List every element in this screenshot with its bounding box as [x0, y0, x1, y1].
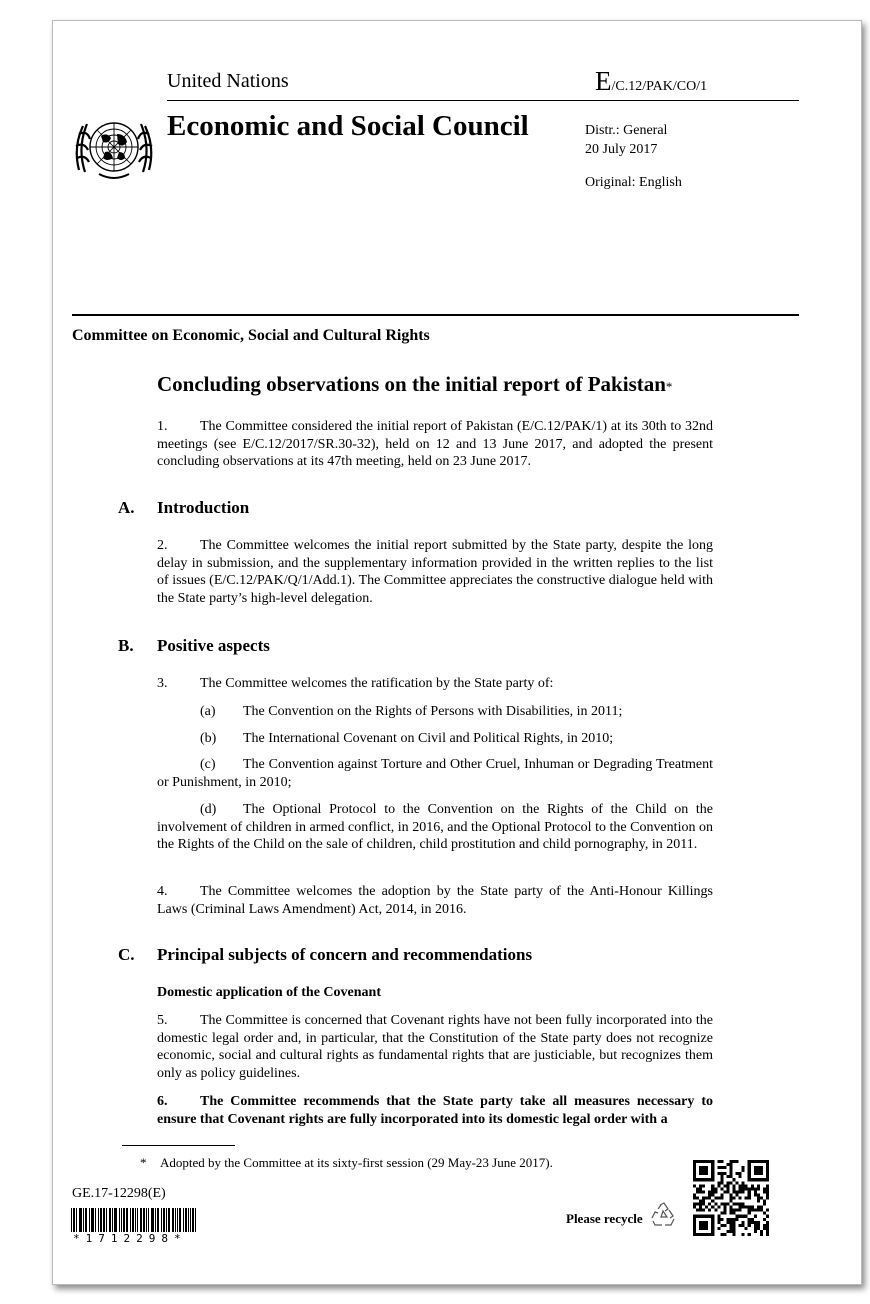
paragraph-number: 5. [157, 1013, 168, 1028]
section-title: Principal subjects of concern and recommendations [157, 945, 533, 964]
paragraph-text: The Committee welcomes the adoption by the State party of the Anti-Honour Killings Laws (Criminal Laws Amendment) Act, 2014, in 2016. [157, 884, 713, 917]
symbol-rest: /C.12/PAK/CO/1 [611, 79, 708, 94]
paragraph-text: The Committee welcomes the initial report submitted by the State party, despite the long delay in submission, and the supplementary information provided in the written replies to the list of issues (E/C.12/PAK/Q/1/Add.1). The Committee appreciates the constructive dialogue held with the State party’s high-level delegation. [157, 538, 713, 606]
paragraph-6 [157, 1093, 713, 1128]
paragraph-4 [157, 883, 713, 918]
item-text: The Convention on the Rights of Persons with Disabilities, in 2011; [243, 704, 623, 719]
distribution-info [585, 121, 667, 159]
qr-code-icon [693, 1160, 769, 1236]
footnote-mark: * [140, 1155, 147, 1170]
footnote-rule [122, 1145, 235, 1146]
header-divider [72, 314, 799, 316]
paragraph-text: The Committee recommends that the State party take all measures necessary to ensure that Covenant rights are fully incorporated into its domestic legal order with a [157, 1094, 713, 1127]
title-text: Concluding observations on the initial report of Pakistan [157, 372, 666, 396]
paragraph-text: The Committee welcomes the ratification by the State party of: [200, 676, 554, 691]
section-heading-a [118, 498, 250, 518]
item-label: (b) [200, 731, 217, 746]
item-text: The Optional Protocol to the Convention on the Rights of the Child on the involvement of children in armed conflict, in 2016, and the Optional Protocol to the Convention on the Rights of the Child on the sale of children, child prostitution and child pornography, in 2011. [157, 802, 713, 852]
section-letter: C. [118, 945, 135, 964]
title-footnote-mark: * [665, 379, 673, 394]
footnote [140, 1155, 553, 1171]
symbol-main: E [595, 66, 612, 96]
council-title: Economic and Social Council [167, 110, 529, 142]
header-rule [167, 100, 799, 101]
document-title [157, 372, 672, 397]
paragraph-number: 1. [157, 419, 168, 434]
subheading: Domestic application of the Covenant [157, 985, 381, 1000]
section-title: Introduction [157, 498, 250, 517]
paragraph-number: 2. [157, 538, 168, 553]
recycle-icon [649, 1201, 679, 1229]
barcode-number: *1712298* [73, 1232, 187, 1245]
item-label: (c) [200, 757, 216, 772]
un-emblem-icon [71, 112, 157, 182]
paragraph-text: The Committee considered the initial report of Pakistan (E/C.12/PAK/1) at its 30th to 32nd meetings (see E/C.12/2017/SR.30-32), held on 12 and 13 June 2017, and adopted the present concluding observations at its 47th meeting, held on 23 June 2017. [157, 419, 713, 469]
org-name: United Nations [167, 70, 289, 92]
distribution: Distr.: General [585, 123, 668, 138]
paragraph-number: 6. [157, 1094, 168, 1109]
item-text: The Convention against Torture and Other Cruel, Inhuman or Degrading Treatment or Punishment, in 2010; [157, 757, 713, 790]
paragraph-3 [157, 675, 713, 693]
section-heading-c [118, 945, 533, 965]
item-label: (d) [200, 802, 217, 817]
committee-name: Committee on Economic, Social and Cultural Rights [72, 327, 430, 344]
item-label: (a) [200, 704, 216, 719]
paragraph-2 [157, 537, 713, 607]
original-language: Original: English [585, 175, 682, 190]
section-title: Positive aspects [157, 636, 270, 655]
list-item-a [157, 703, 713, 721]
list-item-c [157, 756, 713, 791]
document-date: 20 July 2017 [585, 142, 658, 157]
item-text: The International Covenant on Civil and Political Rights, in 2010; [243, 731, 614, 746]
footnote-text: Adopted by the Committee at its sixty-first session (29 May-23 June 2017). [160, 1155, 553, 1170]
barcode-icon [71, 1208, 197, 1232]
paragraph-text: The Committee is concerned that Covenant rights have not been fully incorporated into the domestic legal order and, in particular, that the Constitution of the State party does not recognize economic, social and cultural rights as fundamental rights that are justiciable, but recognizes them only as policy guidelines. [157, 1013, 713, 1081]
list-item-b [157, 730, 713, 748]
recycle-label: Please recycle [566, 1211, 643, 1226]
paragraph-number: 3. [157, 676, 168, 691]
section-letter: B. [118, 636, 134, 655]
paragraph-number: 4. [157, 884, 168, 899]
paragraph-5 [157, 1012, 713, 1082]
document-number: GE.17-12298(E) [72, 1186, 166, 1201]
paragraph-1 [157, 418, 713, 471]
section-heading-b [118, 636, 270, 656]
section-letter: A. [118, 498, 135, 517]
list-item-d [157, 801, 713, 854]
document-symbol [595, 66, 707, 97]
